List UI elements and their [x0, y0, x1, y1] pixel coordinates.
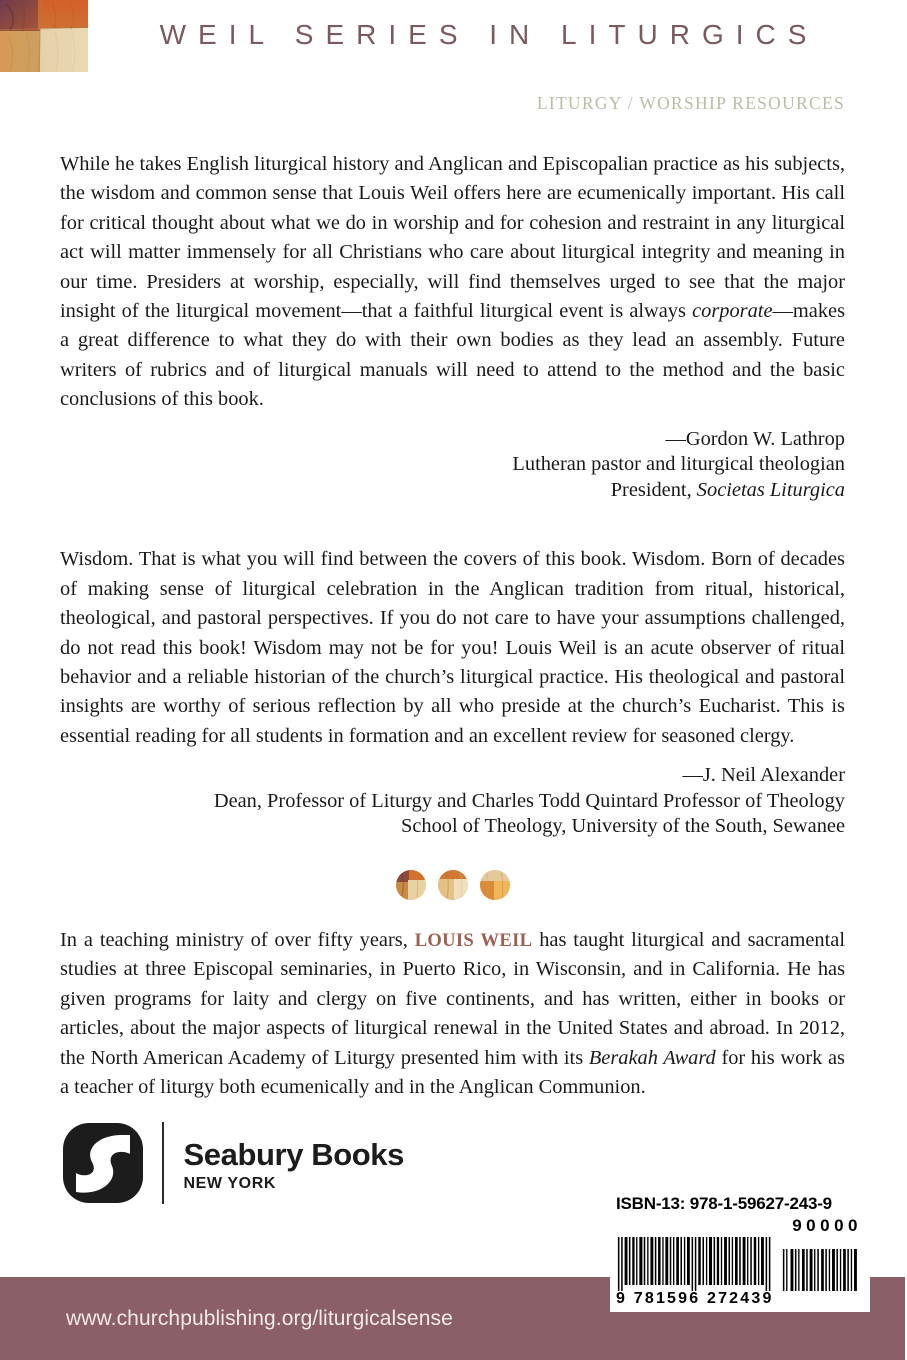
blurb-lathrop-text-2: —makes a great difference to what they do with their own bodies as they lead an assembly. Future writers of rubrics and of liturgical manuals will need to attend to the method and the basic conclusions of this book.	[60, 300, 845, 411]
publisher-website-url[interactable]: www.churchpublishing.org/liturgicalsense	[66, 1306, 453, 1330]
attribution-lathrop-org	[60, 478, 845, 504]
price-code-label: 90000	[792, 1216, 862, 1235]
attribution-alexander	[60, 763, 845, 840]
author-award-name: Berakah Award	[588, 1046, 716, 1069]
publisher-name: Seabury Books	[183, 1137, 404, 1173]
art-ornament-circle	[438, 870, 468, 900]
art-ornament-circle	[480, 870, 510, 900]
ean-digits: 9 781596 272439	[616, 1290, 774, 1307]
blurb-lathrop	[60, 150, 845, 415]
spacer	[60, 503, 845, 545]
ean5-addon-barcode-icon	[780, 1237, 864, 1291]
content-column	[60, 150, 845, 1103]
price-code-row	[616, 1216, 864, 1236]
ean13-barcode-icon	[616, 1237, 774, 1291]
ornament-row	[60, 870, 845, 900]
author-bio-body-2: for his work as a teacher of liturgy both ecumenically and in the Anglican Communion.	[60, 1046, 845, 1099]
author-name: LOUIS WEIL	[414, 930, 533, 952]
barcode-graphics	[616, 1237, 864, 1291]
spine-edge-stripe	[891, 1277, 905, 1360]
attribution-alexander-name: —J. Neil Alexander	[682, 764, 845, 787]
attribution-alexander-role: Dean, Professor of Liturgy and Charles Todd Quintard Professor of Theology	[213, 789, 845, 812]
attribution-lathrop-role: Lutheran pastor and liturgical theologian	[512, 453, 845, 476]
series-subtitle-category: LITURGY / WORSHIP RESOURCES	[536, 93, 845, 113]
barcode-block	[610, 1190, 870, 1312]
logo-divider	[162, 1122, 164, 1204]
blurb-alexander: Wisdom. That is what you will find between the covers of this book. Wisdom. Born of decades of making sense of liturgical celebration in the Anglican tradition from ritual, historical, theological, and pastoral perspectives. If you do not care to have your assumptions challenged, do not read this book! Wisdom may not be for you! Louis Weil is an acute observer of ritual behavior and a reliable historian of the church’s liturgical practice. His theological and pastoral insights are worthy of serious reflection by all who preside at the church’s Eucharist. This is essential reading for all students in formation and an excellent review for seasoned clergy.	[60, 548, 845, 747]
publisher-city: NEW YORK	[183, 1174, 277, 1192]
art-ornament-circle	[396, 870, 426, 900]
publisher-text	[184, 1133, 405, 1193]
series-title: WEIL SERIES IN LITURGICS	[159, 19, 819, 50]
author-bio-body-1: has taught liturgical and sacramental studies at three Episcopal seminaries, in Puerto Rico, in Wisconsin, and in California. He has given programs for laity and clergy on five continents, and has written, either in books or articles, about the major aspects of liturgical renewal in the United States and abroad. In 2012, the North American Academy of Liturgy presented him with its	[60, 929, 845, 1069]
seabury-logo-icon	[62, 1122, 144, 1204]
attribution-lathrop	[60, 427, 845, 504]
publisher-logo-block	[62, 1122, 404, 1204]
attribution-lathrop-org-name: Societas Liturgica	[696, 478, 845, 501]
author-bio-intro: In a teaching ministry of over fifty years,	[60, 929, 415, 952]
author-bio	[60, 926, 845, 1102]
cover-art-swatch	[0, 0, 88, 72]
attribution-lathrop-org-prefix: President,	[610, 478, 697, 501]
blurb-lathrop-emphasis: corporate	[692, 300, 773, 323]
isbn-label: ISBN-13: 978-1-59627-243-9	[616, 1194, 832, 1213]
blurb-lathrop-text-1: While he takes English liturgical history and Anglican and Episcopalian practice as his subjects, the wisdom and common sense that Louis Weil offers here are ecumenically important. His call for critical thought about what we do in worship and for cohesion and restraint in any liturgical act will matter immensely for all Christians who care about liturgical integrity and meaning in our time. Presiders at worship, especially, will find themselves urged to see that the major insight of the liturgical movement—that a faithful liturgical event is always	[60, 153, 845, 323]
attribution-lathrop-name: —Gordon W. Lathrop	[665, 427, 845, 450]
attribution-alexander-org: School of Theology, University of the South, Sewanee	[401, 815, 845, 838]
